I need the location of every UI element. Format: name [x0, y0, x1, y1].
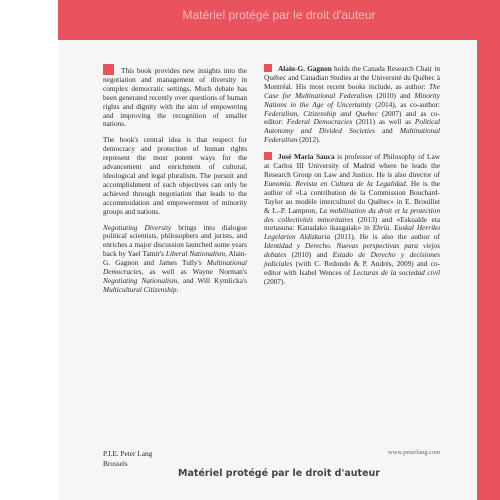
blurb-paragraph-2: The book's central idea is that respect for democracy and protection of human rights represent the most potent ways for the advancement and enrichment of cultural, ideological and legal pluralism. The pursuit and accomplishment of such objectives can only be achieved through negotiation that leads to the accommodation and empowerment of minority groups and nations. — [103, 135, 247, 216]
publisher-imprint — [103, 449, 152, 469]
top-accent-band — [58, 0, 500, 40]
author-bios-column — [264, 64, 440, 294]
publisher-name: P.I.E. Peter Lang — [103, 449, 153, 458]
square-bullet-icon — [264, 152, 272, 160]
author-bio-gagnon: Alain-G. Gagnon holds the Canada Research Chair in Québec and Canadian Studies at the Université du Québec à Montréal. His most recent books include, as author: The Case for Multinational Federalism (2010) and Minority Nations in the Age of Uncertainty (2014), as co-author: Federalism, Citizenship and Quebec (2007) and as co-editor: Federal Democracies (2011) as well as Political Autonomy and Divided Societies and Multinational Federalism (2012). — [264, 64, 441, 145]
blurb-column — [103, 64, 247, 302]
square-bullet-icon — [264, 64, 272, 72]
publisher-city: Brussels — [103, 459, 128, 468]
square-bullet-icon — [103, 64, 114, 75]
bottom-watermark: Matériel protégé par le droit d'auteur — [178, 468, 380, 479]
right-accent-band — [477, 0, 500, 500]
blurb-paragraph-1: This book provides new insights into the negotiation and management of diversity in complex democratic settings. Much debate has been generated recently over questions of human rights and dignity with the aim of empowering and improving the recognition of smaller nations. — [103, 66, 247, 129]
publisher-website: www.peterlang.com — [388, 449, 441, 456]
author-bio-sauca: José María Sauca is professor of Philosophy of Law at Carlos III University of Madrid where he leads the Research Group on Law and Justice. He is also director of Eunomía. Revista en Cultura de la Legalidad. He is the author of «La contribution de la Commission Bouchard-Taylor au modèle interculturel du Québec» in E. Brouillet & L.-P. Lampron, La mobilisation du droit et la protection des collectivités minoritaires (2013) and «Eskualde eta nortasuna: Kanadako ikasgaiak» in Ehría. Euskal Herriko Legelarien Aldizkaria (2011). He is also the author of Identidad y Derecho. Nuevas perspectivas para viejos debates (2010) and Estado de Derecho y decisiones judiciales (with C. Redondo & P. Andrés, 2009) and co-editor with Isabel Wences of Lecturas de la sociedad civil (2007). — [264, 152, 441, 286]
top-watermark: Matériel protégé par le droit d'auteur — [182, 8, 376, 22]
blurb-paragraph-3: Negotiating Diversity brings into dialogue political scientists, philosophers and jurists, and enriches a major discussion launched some years back by Yael Tamir's Liberal Nationalism, Alain-G. Gagnon and James Tully's Multinational Democracies, as well as Wayne Norman's Negotiating Nationalism, and Will Kymlicka's Multicultural Citizenship. — [103, 222, 248, 294]
